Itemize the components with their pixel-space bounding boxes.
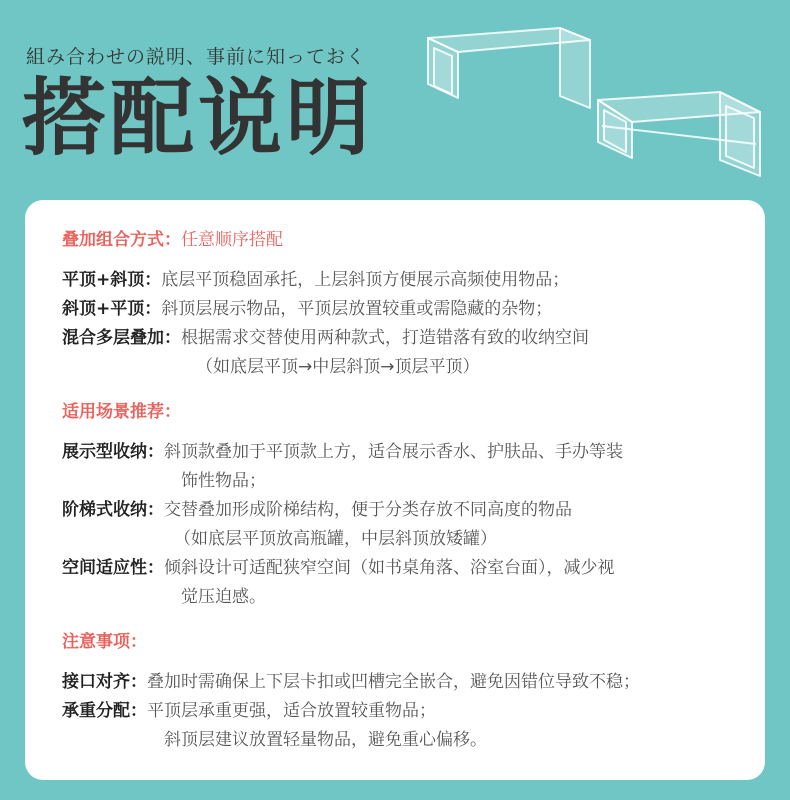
list-item-continuation: （如底层平顶→中层斜顶→顶层平顶） xyxy=(196,357,480,377)
list-item-continuation: 饰性物品； xyxy=(181,471,266,491)
list-item-continuation: 斜顶层建议放置轻量物品，避免重心偏移。 xyxy=(164,730,487,750)
list-item: 平顶+斜顶： 底层平顶稳固承托，上层斜顶方便展示高频使用物品； xyxy=(62,270,570,290)
page-title: 搭配说明 xyxy=(22,69,375,167)
info-card xyxy=(25,200,765,780)
acrylic-shelf-illustration xyxy=(420,18,780,188)
list-item: 展示型收纳： 斜顶款叠加于平顶款上方，适合展示香水、护肤品、手办等装 xyxy=(62,442,623,462)
section-heading: 适用场景推荐： xyxy=(62,402,181,422)
list-item: 接口对齐： 叠加时需确保上下层卡扣或凹槽完全嵌合，避免因错位导致不稳； xyxy=(62,672,640,692)
list-item: 斜顶+平顶： 斜顶层展示物品，平顶层放置较重或需隐藏的杂物； xyxy=(62,299,553,319)
notes-section xyxy=(62,630,640,755)
scenes-section xyxy=(62,400,623,612)
list-item-continuation: （如底层平顶放高瓶罐，中层斜顶放矮罐） xyxy=(174,529,497,549)
list-item: 阶梯式收纳： 交替叠加形成阶梯结构，便于分类存放不同高度的物品 xyxy=(62,500,572,520)
list-item: 承重分配： 平顶层承重更强，适合放置较重物品； xyxy=(62,701,436,721)
section-heading: 注意事项： xyxy=(62,632,147,652)
list-item: 混合多层叠加： 根据需求交替使用两种款式，打造错落有致的收纳空间 xyxy=(62,328,589,348)
list-item-continuation: 觉压迫感。 xyxy=(181,587,266,607)
combo-section xyxy=(62,228,589,382)
section-heading: 叠加组合方式：任意顺序搭配 xyxy=(62,230,283,250)
list-item: 空间适应性： 倾斜设计可适配狭窄空间（如书桌角落、浴室台面），减少视 xyxy=(62,558,615,578)
page-subtitle: 組み合わせの説明、事前に知っておく xyxy=(26,46,367,68)
slanted-top-shelf-icon xyxy=(598,92,760,176)
flat-top-shelf-icon xyxy=(428,28,590,108)
